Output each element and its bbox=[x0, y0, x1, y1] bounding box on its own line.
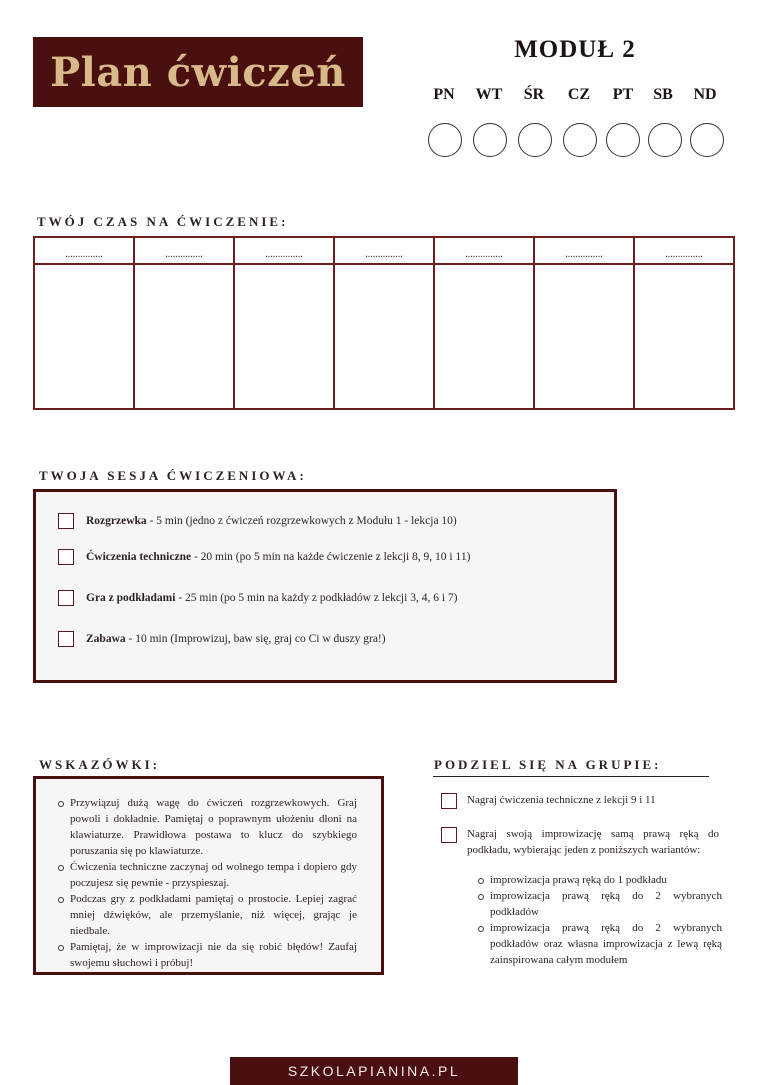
time-column-body[interactable] bbox=[535, 265, 633, 408]
time-column-header[interactable]: ............... bbox=[35, 238, 133, 265]
time-column bbox=[235, 238, 335, 408]
day-checkbox-sb[interactable] bbox=[648, 123, 682, 157]
time-column-body[interactable] bbox=[235, 265, 333, 408]
tip-item: Ćwiczenia techniczne zaczynaj od wolnego tempa i dopiero gdy poczujesz się pewnie - przyspieszaj. bbox=[70, 861, 357, 889]
time-column-header[interactable]: ............... bbox=[535, 238, 633, 265]
share-item bbox=[441, 826, 719, 858]
share-item-text: Nagraj swoją improwizację samą prawą ręką do podkładu, wybierając jeden z poniższych wariantów: bbox=[467, 828, 719, 856]
session-item-title: Rozgrzewka bbox=[86, 515, 147, 527]
time-column bbox=[535, 238, 635, 408]
day-checkbox-pt[interactable] bbox=[606, 123, 640, 157]
time-column-body[interactable] bbox=[135, 265, 233, 408]
tips-section-heading: WSKAZÓWKI: bbox=[39, 757, 161, 772]
time-section-heading: TWÓJ CZAS NA ĆWICZENIE: bbox=[37, 214, 289, 229]
time-column-body[interactable] bbox=[335, 265, 433, 408]
session-checkbox[interactable] bbox=[58, 590, 74, 606]
session-item bbox=[58, 549, 470, 565]
day-label-cz: CZ bbox=[567, 86, 591, 103]
session-item-title: Gra z podkładami bbox=[86, 592, 176, 604]
time-column bbox=[635, 238, 733, 408]
day-label-wt: WT bbox=[475, 86, 503, 103]
day-label-pn: PN bbox=[433, 86, 455, 103]
day-checkbox-pn[interactable] bbox=[428, 123, 462, 157]
share-checkbox[interactable] bbox=[441, 827, 457, 843]
share-variant-item: improwizacja prawą ręką do 2 wybranych podkładów oraz własna improwizacja z lewą ręką zainspirowana całym modułem bbox=[478, 920, 722, 968]
time-column bbox=[135, 238, 235, 408]
day-label-sb: SB bbox=[653, 86, 673, 103]
session-item-text: - 20 min (po 5 min na każde ćwiczenie z lekcji 8, 9, 10 i 11) bbox=[191, 551, 471, 563]
session-checkbox[interactable] bbox=[58, 513, 74, 529]
tips-box bbox=[33, 776, 384, 975]
time-column-body[interactable] bbox=[35, 265, 133, 408]
share-variants-list bbox=[478, 872, 722, 968]
session-item bbox=[58, 631, 386, 647]
time-column-header[interactable]: ............... bbox=[635, 238, 733, 265]
day-checkbox-cz[interactable] bbox=[563, 123, 597, 157]
session-item-title: Zabawa bbox=[86, 633, 126, 645]
day-checkbox-nd[interactable] bbox=[690, 123, 724, 157]
session-item bbox=[58, 513, 457, 529]
tip-item: Podczas gry z podkładami pamiętaj o prostocie. Lepiej zagrać mniej dźwięków, ale przemyślanie, niż więcej, grając je niedbale. bbox=[70, 893, 357, 937]
time-column-header[interactable]: ............... bbox=[235, 238, 333, 265]
module-title: MODUŁ 2 bbox=[514, 36, 636, 63]
session-section-heading: TWOJA SESJA ĆWICZENIOWA: bbox=[39, 468, 307, 483]
session-item-text: - 10 min (Improwizuj, baw się, graj co Ci w duszy gra!) bbox=[125, 633, 386, 645]
day-checkbox-wt[interactable] bbox=[473, 123, 507, 157]
session-checkbox[interactable] bbox=[58, 631, 74, 647]
share-variant-item: improwizacja prawą ręką do 1 podkładu bbox=[478, 872, 722, 888]
session-item-title: Ćwiczenia techniczne bbox=[86, 551, 192, 563]
title-banner bbox=[33, 37, 363, 107]
share-variant-item: improwizacja prawą ręką do 2 wybranych podkładów bbox=[478, 888, 722, 920]
time-column bbox=[435, 238, 535, 408]
session-item-text: - 25 min (po 5 min na każdy z podkładów z lekcji 3, 4, 6 i 7) bbox=[175, 592, 458, 604]
time-column-body[interactable] bbox=[435, 265, 533, 408]
tips-list bbox=[36, 779, 381, 971]
footer-bar bbox=[230, 1057, 518, 1085]
time-column bbox=[35, 238, 135, 408]
day-label-nd: ND bbox=[693, 86, 717, 103]
day-checkbox-sr[interactable] bbox=[518, 123, 552, 157]
time-column-header[interactable]: ............... bbox=[435, 238, 533, 265]
day-label-sr: ŚR bbox=[523, 86, 545, 103]
tip-item: Pamiętaj, że w improwizacji nie da się robić błędów! Zaufaj swojemu słuchowi i próbuj! bbox=[70, 941, 357, 969]
tip-item: Przywiązuj dużą wagę do ćwiczeń rozgrzewkowych. Graj powoli i dokładnie. Pamiętaj o poprawnym ułożeniu dłoni na klawiaturze. Prawidłowa postawa to klucz do szybkiego poruszania się po klawiaturze. bbox=[70, 797, 357, 857]
time-column bbox=[335, 238, 435, 408]
day-label-pt: PT bbox=[612, 86, 634, 103]
share-checkbox[interactable] bbox=[441, 793, 457, 809]
session-box bbox=[33, 489, 617, 683]
time-column-header[interactable]: ............... bbox=[135, 238, 233, 265]
time-column-header[interactable]: ............... bbox=[335, 238, 433, 265]
session-item bbox=[58, 590, 457, 606]
session-checkbox[interactable] bbox=[58, 549, 74, 565]
time-table bbox=[33, 236, 735, 410]
share-heading-underline bbox=[433, 776, 709, 777]
footer-website-link[interactable]: SZKOLAPIANINA.PL bbox=[287, 1063, 461, 1079]
share-item-text: Nagraj ćwiczenia techniczne z lekcji 9 i 11 bbox=[467, 794, 656, 806]
session-item-text: - 5 min (jedno z ćwiczeń rozgrzewkowych z Modułu 1 - lekcja 10) bbox=[146, 515, 457, 527]
time-column-body[interactable] bbox=[635, 265, 733, 408]
page-title: Plan ćwiczeń bbox=[50, 48, 346, 96]
share-item bbox=[441, 792, 717, 809]
share-section-heading: PODZIEL SIĘ NA GRUPIE: bbox=[434, 757, 662, 772]
